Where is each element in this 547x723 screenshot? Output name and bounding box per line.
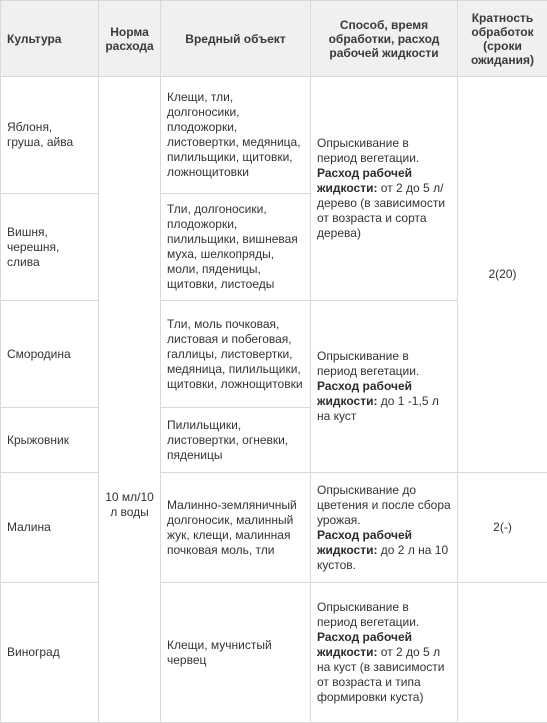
method-value: от 2 до 5 л на куст (в зависимости от возраста и типа формировки куста) [317, 645, 445, 704]
method-cell-grape [311, 583, 458, 723]
header-method: Способ, время обработки, расход рабочей жидкости [311, 1, 458, 77]
culture-cell: Вишня, черешня, слива [1, 194, 99, 301]
method-label: Расход рабочей жидкости: [317, 630, 412, 659]
method-value: до 1 -1,5 л на куст [317, 394, 439, 423]
table-header-row [1, 1, 547, 77]
table-row [1, 473, 547, 583]
table-row [1, 583, 547, 723]
method-label: Расход рабочей жидкости: [317, 166, 412, 195]
header-pest: Вредный объект [161, 1, 311, 77]
table-row [1, 77, 547, 194]
method-text: Опрыскивание в период вегетации. [317, 136, 451, 166]
culture-cell: Смородина [1, 301, 99, 408]
pest-cell: Пилильщики, листовертки, огневки, пяденицы [161, 408, 311, 473]
header-multiplicity: Кратность обработок (сроки ожидания) [458, 1, 547, 77]
method-cell-raspberry [311, 473, 458, 583]
header-culture: Культура [1, 1, 99, 77]
pest-cell: Тли, моль почковая, листовая и побеговая, галлицы, листовертки, медяница, пилильщики, щитовки, ложнощитовки [161, 301, 311, 408]
method-cell-trees [311, 77, 458, 301]
culture-cell: Малина [1, 473, 99, 583]
method-value: до 2 л на 10 кустов. [317, 543, 448, 572]
multiplicity-cell-empty [458, 583, 547, 723]
rate-cell: 10 мл/10 л воды [99, 77, 161, 723]
multiplicity-cell: 2(20) [458, 77, 547, 473]
pest-cell: Клещи, мучнистый червец [161, 583, 311, 723]
method-text: Опрыскивание в период вегетации. [317, 349, 451, 379]
pest-cell: Тли, долгоносики, плодожорки, пилильщики, вишневая муха, шелкопряды, моли, пяденицы, щитовки, листоеды [161, 194, 311, 301]
method-cell-shrubs [311, 301, 458, 473]
pest-cell: Клещи, тли, долгоносики, плодожорки, листовертки, медяница, пилильщики, щитовки, ложнощитовки [161, 77, 311, 194]
pest-cell: Малинно-земляничный долгоносик, малинный жук, клещи, малинная почковая моль, тли [161, 473, 311, 583]
method-text: Опрыскивание до цветения и после сбора урожая. [317, 483, 451, 528]
header-rate: Норма расхода [99, 1, 161, 77]
multiplicity-cell: 2(-) [458, 473, 547, 583]
culture-cell: Крыжовник [1, 408, 99, 473]
method-label: Расход рабочей жидкости: [317, 528, 412, 557]
culture-cell: Виноград [1, 583, 99, 723]
method-label: Расход рабочей жидкости: [317, 379, 412, 408]
method-text: Опрыскивание в период вегетации. [317, 600, 451, 630]
method-value: от 2 до 5 л/дерево (в зависимости от возраста и сорта дерева) [317, 181, 445, 240]
culture-cell: Яблоня, груша, айва [1, 77, 99, 194]
